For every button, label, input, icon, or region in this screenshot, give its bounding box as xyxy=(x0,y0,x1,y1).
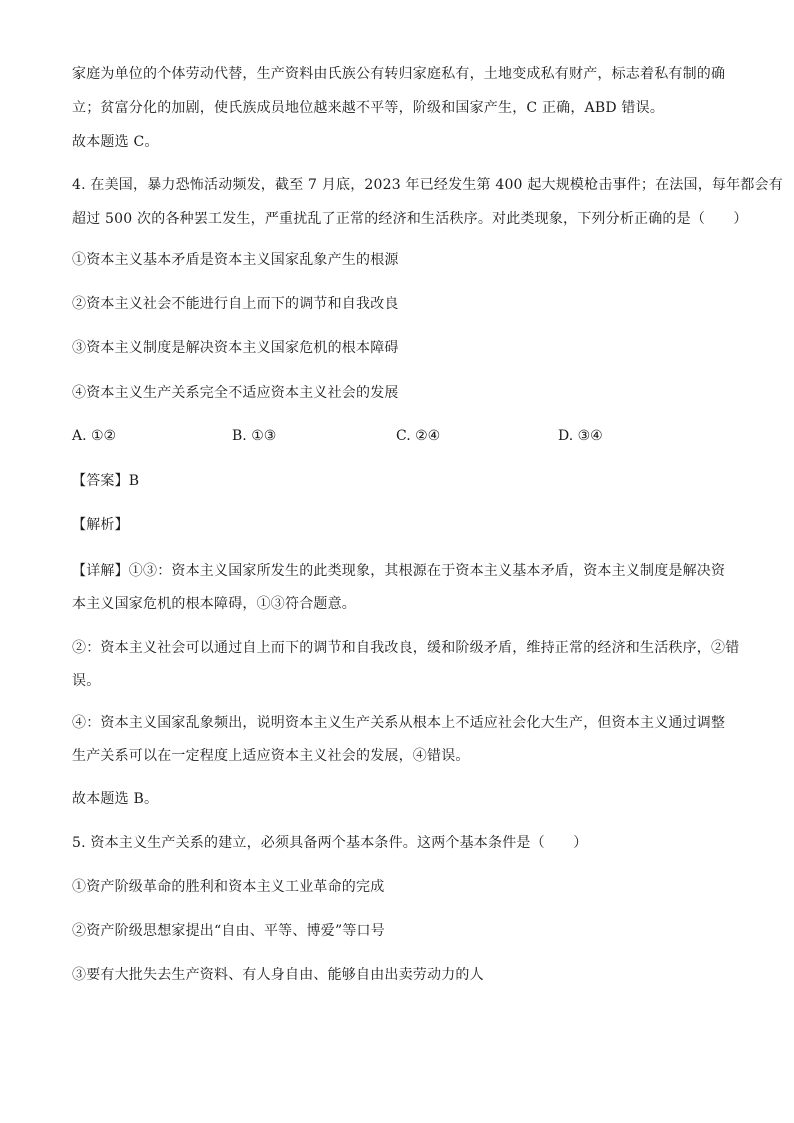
q4-detail-line-1: 【详解】①③：资本主义国家所发生的此类现象，其根源在于资本主义基本矛盾，资本主义制度是解决资 xyxy=(72,563,726,579)
q5-item-2: ②资产阶级思想家提出“自由、平等、博爱”等口号 xyxy=(72,923,385,939)
q4-option-b: B. ①③ xyxy=(232,428,277,444)
q4-note-2-line-2: 误。 xyxy=(72,673,101,689)
q4-stem-line-1: 4. 在美国，暴力恐怖活动频发，截至 7 月底，2023 年已经发生第 400 起大规模枪击事件；在法国，每年都会有 xyxy=(72,177,783,193)
q5-item-3: ③要有大批失去生产资料、有人身自由、能够自由出卖劳动力的人 xyxy=(72,967,484,983)
q4-item-2: ②资本主义社会不能进行自上而下的调节和自我改良 xyxy=(72,296,399,312)
q4-option-c: C. ②④ xyxy=(396,428,441,444)
q5-stem: 5. 资本主义生产关系的建立，必须具备两个基本条件。这两个基本条件是（ ） xyxy=(72,835,588,851)
intro-line-1: 家庭为单位的个体劳动代替，生产资料由氏族公有转归家庭私有，土地变成私有财产，标志着私有制的确 xyxy=(72,66,726,82)
q4-analysis-label: 【解析】 xyxy=(72,517,129,533)
q4-note-4-line-2: 生产关系可以在一定程度上适应资本主义社会的发展，④错误。 xyxy=(72,748,470,764)
intro-conclusion: 故本题选 C。 xyxy=(72,134,159,150)
q4-note-4-line-1: ④：资本主义国家乱象频出，说明资本主义生产关系从根本上不适应社会化大生产，但资本主义通过调整 xyxy=(72,715,726,731)
q4-note-2-line-1: ②：资本主义社会可以通过自上而下的调节和自我改良，缓和阶级矛盾，维持正常的经济和生活秩序，②错 xyxy=(72,640,740,656)
q4-answer: 【答案】B xyxy=(72,473,140,489)
q4-conclusion: 故本题选 B。 xyxy=(72,791,159,807)
q4-stem-line-2: 超过 500 次的各种罢工发生，严重扰乱了正常的经济和生活秩序。对此类现象，下列分析正确的是（ ） xyxy=(72,211,748,227)
q4-item-4: ④资本主义生产关系完全不适应资本主义社会的发展 xyxy=(72,385,399,401)
q4-detail-line-2: 本主义国家危机的根本障碍，①③符合题意。 xyxy=(72,596,356,612)
q4-option-d: D. ③④ xyxy=(558,428,603,444)
q4-option-a: A. ①② xyxy=(72,428,117,444)
q5-item-1: ①资产阶级革命的胜利和资本主义工业革命的完成 xyxy=(72,879,385,895)
q4-item-1: ①资本主义基本矛盾是资本主义国家乱象产生的根源 xyxy=(72,252,399,268)
q4-item-3: ③资本主义制度是解决资本主义国家危机的根本障碍 xyxy=(72,340,399,356)
intro-line-2: 立；贫富分化的加剧，使氏族成员地位越来越不平等，阶级和国家产生，C 正确，ABD 错误。 xyxy=(72,100,665,116)
